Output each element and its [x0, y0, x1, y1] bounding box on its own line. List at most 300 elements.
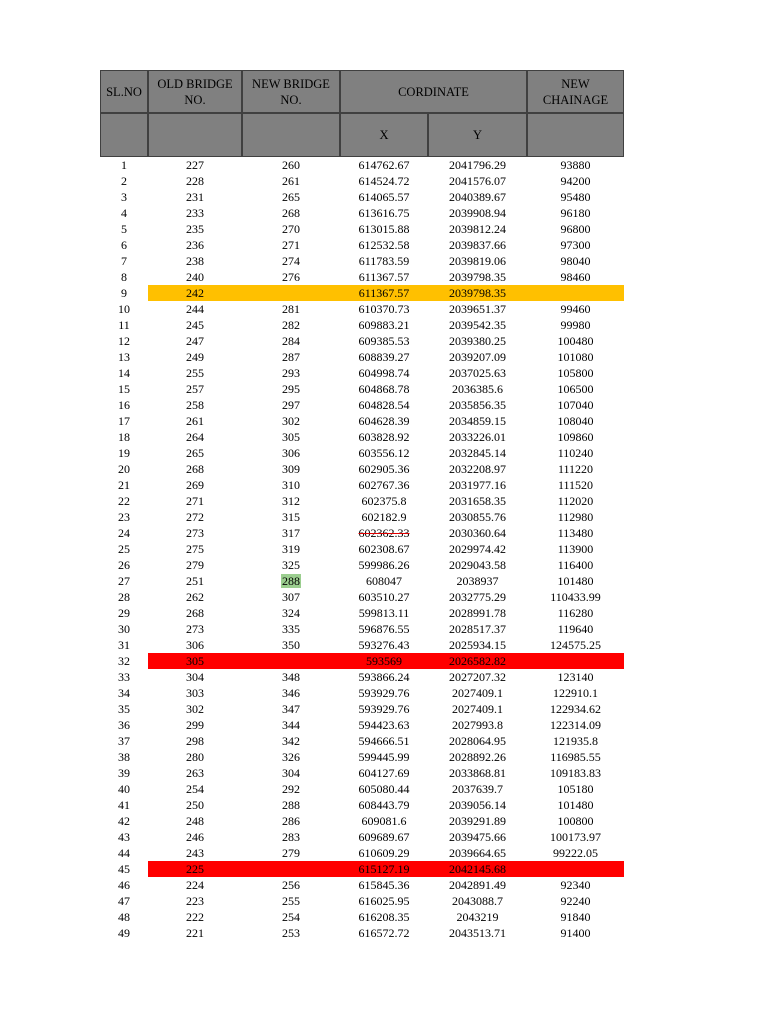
cell-sl-no[interactable]	[100, 525, 148, 541]
cell-new-chainage[interactable]	[527, 637, 624, 653]
cell-new-chainage[interactable]	[527, 509, 624, 525]
cell-new-chainage[interactable]	[527, 685, 624, 701]
cell-new-chainage[interactable]	[527, 653, 624, 669]
cell-x[interactable]	[340, 253, 428, 269]
cell-sl-no[interactable]	[100, 877, 148, 893]
cell-old-bridge-no[interactable]	[148, 797, 242, 813]
cell-new-chainage[interactable]	[527, 797, 624, 813]
cell-sl-no[interactable]	[100, 909, 148, 925]
cell-sl-no[interactable]	[100, 269, 148, 285]
cell-x[interactable]	[340, 429, 428, 445]
cell-new-chainage[interactable]	[527, 189, 624, 205]
cell-x[interactable]	[340, 349, 428, 365]
cell-old-bridge-no[interactable]	[148, 253, 242, 269]
cell-old-bridge-no[interactable]	[148, 669, 242, 685]
cell-new-chainage[interactable]	[527, 621, 624, 637]
cell-old-bridge-no[interactable]	[148, 461, 242, 477]
cell-new-chainage[interactable]	[527, 669, 624, 685]
cell-y[interactable]	[428, 157, 527, 173]
header-new-chainage[interactable]: NEW CHAINAGE	[527, 70, 624, 113]
cell-x[interactable]	[340, 829, 428, 845]
cell-new-chainage[interactable]	[527, 157, 624, 173]
cell-x[interactable]	[340, 493, 428, 509]
cell-new-bridge-no[interactable]	[242, 301, 340, 317]
cell-new-bridge-no[interactable]	[242, 237, 340, 253]
cell-new-bridge-no[interactable]	[242, 189, 340, 205]
cell-new-chainage[interactable]	[527, 477, 624, 493]
cell-new-bridge-no[interactable]	[242, 557, 340, 573]
cell-old-bridge-no[interactable]	[148, 509, 242, 525]
cell-new-chainage[interactable]	[527, 365, 624, 381]
cell-sl-no[interactable]	[100, 285, 148, 301]
cell-sl-no[interactable]	[100, 813, 148, 829]
cell-sl-no[interactable]	[100, 893, 148, 909]
cell-new-chainage[interactable]	[527, 221, 624, 237]
cell-new-chainage[interactable]	[527, 301, 624, 317]
cell-x[interactable]	[340, 637, 428, 653]
cell-new-bridge-no[interactable]	[242, 509, 340, 525]
cell-x[interactable]	[340, 509, 428, 525]
cell-old-bridge-no[interactable]	[148, 893, 242, 909]
cell-new-bridge-no[interactable]	[242, 221, 340, 237]
cell-old-bridge-no[interactable]	[148, 765, 242, 781]
cell-sl-no[interactable]	[100, 445, 148, 461]
cell-y[interactable]	[428, 765, 527, 781]
cell-old-bridge-no[interactable]	[148, 317, 242, 333]
cell-old-bridge-no[interactable]	[148, 173, 242, 189]
cell-sl-no[interactable]	[100, 669, 148, 685]
header-blank-cell[interactable]	[242, 113, 340, 157]
cell-old-bridge-no[interactable]	[148, 365, 242, 381]
cell-new-chainage[interactable]	[527, 829, 624, 845]
cell-new-chainage[interactable]	[527, 781, 624, 797]
cell-new-bridge-no[interactable]	[242, 333, 340, 349]
cell-old-bridge-no[interactable]	[148, 717, 242, 733]
cell-sl-no[interactable]	[100, 573, 148, 589]
cell-y[interactable]	[428, 557, 527, 573]
cell-y[interactable]	[428, 189, 527, 205]
cell-x[interactable]	[340, 717, 428, 733]
cell-y[interactable]	[428, 749, 527, 765]
cell-x[interactable]	[340, 269, 428, 285]
cell-sl-no[interactable]	[100, 221, 148, 237]
cell-y[interactable]	[428, 909, 527, 925]
cell-new-chainage[interactable]	[527, 893, 624, 909]
cell-y[interactable]	[428, 621, 527, 637]
cell-new-chainage[interactable]	[527, 445, 624, 461]
cell-new-bridge-no[interactable]	[242, 893, 340, 909]
cell-y[interactable]	[428, 317, 527, 333]
cell-x[interactable]	[340, 589, 428, 605]
cell-new-chainage[interactable]	[527, 589, 624, 605]
cell-x[interactable]	[340, 173, 428, 189]
cell-new-chainage[interactable]	[527, 605, 624, 621]
cell-new-bridge-no[interactable]	[242, 541, 340, 557]
cell-new-bridge-no[interactable]	[242, 397, 340, 413]
cell-y[interactable]	[428, 173, 527, 189]
cell-y[interactable]	[428, 301, 527, 317]
cell-y[interactable]	[428, 877, 527, 893]
cell-new-chainage[interactable]	[527, 205, 624, 221]
cell-old-bridge-no[interactable]	[148, 877, 242, 893]
cell-old-bridge-no[interactable]	[148, 285, 242, 301]
cell-y[interactable]	[428, 429, 527, 445]
cell-y[interactable]	[428, 333, 527, 349]
cell-old-bridge-no[interactable]	[148, 637, 242, 653]
cell-sl-no[interactable]	[100, 333, 148, 349]
cell-x[interactable]	[340, 573, 428, 589]
cell-old-bridge-no[interactable]	[148, 813, 242, 829]
cell-sl-no[interactable]	[100, 717, 148, 733]
cell-new-chainage[interactable]	[527, 813, 624, 829]
cell-sl-no[interactable]	[100, 861, 148, 877]
cell-sl-no[interactable]	[100, 701, 148, 717]
cell-new-chainage[interactable]	[527, 557, 624, 573]
cell-x[interactable]	[340, 765, 428, 781]
cell-y[interactable]	[428, 861, 527, 877]
cell-sl-no[interactable]	[100, 781, 148, 797]
cell-x[interactable]	[340, 381, 428, 397]
cell-y[interactable]	[428, 925, 527, 941]
cell-x[interactable]	[340, 781, 428, 797]
cell-y[interactable]	[428, 685, 527, 701]
cell-new-chainage[interactable]	[527, 317, 624, 333]
cell-x[interactable]	[340, 525, 428, 541]
cell-sl-no[interactable]	[100, 621, 148, 637]
cell-sl-no[interactable]	[100, 493, 148, 509]
cell-new-bridge-no[interactable]	[242, 413, 340, 429]
cell-new-bridge-no[interactable]	[242, 269, 340, 285]
cell-old-bridge-no[interactable]	[148, 189, 242, 205]
cell-sl-no[interactable]	[100, 173, 148, 189]
cell-new-chainage[interactable]	[527, 845, 624, 861]
header-x[interactable]: X	[340, 113, 428, 157]
cell-new-bridge-no[interactable]	[242, 605, 340, 621]
cell-new-chainage[interactable]	[527, 237, 624, 253]
cell-new-bridge-no[interactable]	[242, 733, 340, 749]
cell-old-bridge-no[interactable]	[148, 541, 242, 557]
cell-x[interactable]	[340, 749, 428, 765]
cell-new-chainage[interactable]	[527, 397, 624, 413]
cell-new-bridge-no[interactable]	[242, 317, 340, 333]
cell-new-bridge-no[interactable]	[242, 493, 340, 509]
cell-new-bridge-no[interactable]	[242, 285, 340, 301]
cell-x[interactable]	[340, 621, 428, 637]
cell-sl-no[interactable]	[100, 765, 148, 781]
cell-x[interactable]	[340, 845, 428, 861]
cell-new-bridge-no[interactable]	[242, 669, 340, 685]
cell-y[interactable]	[428, 397, 527, 413]
cell-new-bridge-no[interactable]	[242, 861, 340, 877]
cell-sl-no[interactable]	[100, 413, 148, 429]
cell-new-bridge-no[interactable]	[242, 477, 340, 493]
cell-new-chainage[interactable]	[527, 861, 624, 877]
cell-x[interactable]	[340, 701, 428, 717]
header-blank-cell[interactable]	[100, 113, 148, 157]
cell-new-bridge-no[interactable]	[242, 685, 340, 701]
cell-old-bridge-no[interactable]	[148, 301, 242, 317]
cell-old-bridge-no[interactable]	[148, 333, 242, 349]
cell-old-bridge-no[interactable]	[148, 445, 242, 461]
cell-old-bridge-no[interactable]	[148, 429, 242, 445]
cell-sl-no[interactable]	[100, 477, 148, 493]
cell-y[interactable]	[428, 637, 527, 653]
cell-new-bridge-no[interactable]	[242, 525, 340, 541]
cell-new-chainage[interactable]	[527, 541, 624, 557]
cell-x[interactable]	[340, 541, 428, 557]
cell-old-bridge-no[interactable]	[148, 525, 242, 541]
cell-sl-no[interactable]	[100, 637, 148, 653]
cell-sl-no[interactable]	[100, 253, 148, 269]
header-old-bridge-no[interactable]: OLD BRIDGE NO.	[148, 70, 242, 113]
cell-new-chainage[interactable]	[527, 349, 624, 365]
cell-sl-no[interactable]	[100, 829, 148, 845]
cell-old-bridge-no[interactable]	[148, 829, 242, 845]
cell-new-bridge-no[interactable]	[242, 717, 340, 733]
cell-x[interactable]	[340, 333, 428, 349]
cell-x[interactable]	[340, 685, 428, 701]
cell-new-chainage[interactable]	[527, 765, 624, 781]
cell-old-bridge-no[interactable]	[148, 349, 242, 365]
header-cordinate[interactable]: CORDINATE	[340, 70, 527, 113]
cell-new-bridge-no[interactable]	[242, 813, 340, 829]
cell-new-chainage[interactable]	[527, 525, 624, 541]
cell-x[interactable]	[340, 813, 428, 829]
cell-y[interactable]	[428, 701, 527, 717]
cell-new-chainage[interactable]	[527, 253, 624, 269]
cell-sl-no[interactable]	[100, 845, 148, 861]
cell-new-bridge-no[interactable]	[242, 157, 340, 173]
cell-x[interactable]	[340, 877, 428, 893]
cell-new-bridge-no[interactable]	[242, 765, 340, 781]
cell-sl-no[interactable]	[100, 429, 148, 445]
cell-sl-no[interactable]	[100, 733, 148, 749]
cell-x[interactable]	[340, 909, 428, 925]
cell-x[interactable]	[340, 317, 428, 333]
cell-old-bridge-no[interactable]	[148, 573, 242, 589]
header-y[interactable]: Y	[428, 113, 527, 157]
cell-y[interactable]	[428, 829, 527, 845]
header-new-bridge-no[interactable]: NEW BRIDGE NO.	[242, 70, 340, 113]
cell-new-chainage[interactable]	[527, 573, 624, 589]
cell-x[interactable]	[340, 861, 428, 877]
cell-y[interactable]	[428, 381, 527, 397]
cell-y[interactable]	[428, 605, 527, 621]
cell-new-bridge-no[interactable]	[242, 205, 340, 221]
cell-y[interactable]	[428, 813, 527, 829]
cell-sl-no[interactable]	[100, 685, 148, 701]
cell-sl-no[interactable]	[100, 157, 148, 173]
cell-new-bridge-no[interactable]	[242, 573, 340, 589]
cell-new-chainage[interactable]	[527, 461, 624, 477]
cell-x[interactable]	[340, 925, 428, 941]
cell-sl-no[interactable]	[100, 557, 148, 573]
cell-new-chainage[interactable]	[527, 173, 624, 189]
cell-old-bridge-no[interactable]	[148, 685, 242, 701]
cell-new-chainage[interactable]	[527, 925, 624, 941]
cell-old-bridge-no[interactable]	[148, 781, 242, 797]
cell-old-bridge-no[interactable]	[148, 845, 242, 861]
cell-new-bridge-no[interactable]	[242, 349, 340, 365]
cell-y[interactable]	[428, 253, 527, 269]
cell-new-chainage[interactable]	[527, 733, 624, 749]
cell-sl-no[interactable]	[100, 797, 148, 813]
cell-y[interactable]	[428, 893, 527, 909]
cell-new-chainage[interactable]	[527, 877, 624, 893]
cell-new-bridge-no[interactable]	[242, 797, 340, 813]
cell-old-bridge-no[interactable]	[148, 621, 242, 637]
cell-y[interactable]	[428, 781, 527, 797]
cell-new-chainage[interactable]	[527, 749, 624, 765]
cell-new-bridge-no[interactable]	[242, 781, 340, 797]
cell-x[interactable]	[340, 301, 428, 317]
cell-x[interactable]	[340, 413, 428, 429]
cell-new-bridge-no[interactable]	[242, 429, 340, 445]
cell-x[interactable]	[340, 605, 428, 621]
cell-x[interactable]	[340, 237, 428, 253]
cell-sl-no[interactable]	[100, 925, 148, 941]
cell-y[interactable]	[428, 349, 527, 365]
cell-new-bridge-no[interactable]	[242, 653, 340, 669]
cell-sl-no[interactable]	[100, 653, 148, 669]
cell-new-chainage[interactable]	[527, 493, 624, 509]
cell-new-bridge-no[interactable]	[242, 461, 340, 477]
cell-sl-no[interactable]	[100, 397, 148, 413]
cell-old-bridge-no[interactable]	[148, 381, 242, 397]
cell-y[interactable]	[428, 525, 527, 541]
cell-sl-no[interactable]	[100, 205, 148, 221]
cell-x[interactable]	[340, 733, 428, 749]
cell-y[interactable]	[428, 573, 527, 589]
header-sl-no[interactable]: SL.NO	[100, 70, 148, 113]
cell-old-bridge-no[interactable]	[148, 413, 242, 429]
cell-new-bridge-no[interactable]	[242, 445, 340, 461]
cell-sl-no[interactable]	[100, 541, 148, 557]
cell-new-chainage[interactable]	[527, 269, 624, 285]
cell-y[interactable]	[428, 205, 527, 221]
cell-sl-no[interactable]	[100, 349, 148, 365]
cell-sl-no[interactable]	[100, 317, 148, 333]
cell-y[interactable]	[428, 445, 527, 461]
cell-x[interactable]	[340, 461, 428, 477]
cell-sl-no[interactable]	[100, 589, 148, 605]
cell-x[interactable]	[340, 365, 428, 381]
cell-new-bridge-no[interactable]	[242, 253, 340, 269]
cell-new-chainage[interactable]	[527, 429, 624, 445]
cell-new-bridge-no[interactable]	[242, 637, 340, 653]
cell-x[interactable]	[340, 477, 428, 493]
cell-old-bridge-no[interactable]	[148, 701, 242, 717]
cell-x[interactable]	[340, 445, 428, 461]
cell-y[interactable]	[428, 733, 527, 749]
cell-y[interactable]	[428, 845, 527, 861]
cell-new-bridge-no[interactable]	[242, 701, 340, 717]
cell-x[interactable]	[340, 285, 428, 301]
cell-x[interactable]	[340, 797, 428, 813]
cell-new-bridge-no[interactable]	[242, 365, 340, 381]
cell-y[interactable]	[428, 653, 527, 669]
cell-y[interactable]	[428, 365, 527, 381]
cell-new-chainage[interactable]	[527, 717, 624, 733]
cell-old-bridge-no[interactable]	[148, 269, 242, 285]
cell-x[interactable]	[340, 157, 428, 173]
cell-y[interactable]	[428, 717, 527, 733]
cell-new-chainage[interactable]	[527, 413, 624, 429]
cell-sl-no[interactable]	[100, 301, 148, 317]
cell-old-bridge-no[interactable]	[148, 157, 242, 173]
cell-new-bridge-no[interactable]	[242, 925, 340, 941]
cell-old-bridge-no[interactable]	[148, 237, 242, 253]
cell-y[interactable]	[428, 669, 527, 685]
cell-new-bridge-no[interactable]	[242, 173, 340, 189]
cell-new-chainage[interactable]	[527, 909, 624, 925]
cell-new-bridge-no[interactable]	[242, 749, 340, 765]
cell-new-bridge-no[interactable]	[242, 829, 340, 845]
cell-old-bridge-no[interactable]	[148, 733, 242, 749]
cell-x[interactable]	[340, 557, 428, 573]
cell-x[interactable]	[340, 221, 428, 237]
cell-old-bridge-no[interactable]	[148, 925, 242, 941]
cell-sl-no[interactable]	[100, 381, 148, 397]
header-blank-cell[interactable]	[148, 113, 242, 157]
cell-old-bridge-no[interactable]	[148, 653, 242, 669]
cell-sl-no[interactable]	[100, 237, 148, 253]
cell-old-bridge-no[interactable]	[148, 605, 242, 621]
cell-y[interactable]	[428, 237, 527, 253]
cell-old-bridge-no[interactable]	[148, 221, 242, 237]
cell-sl-no[interactable]	[100, 509, 148, 525]
cell-old-bridge-no[interactable]	[148, 749, 242, 765]
cell-x[interactable]	[340, 669, 428, 685]
cell-x[interactable]	[340, 397, 428, 413]
cell-x[interactable]	[340, 653, 428, 669]
cell-new-chainage[interactable]	[527, 333, 624, 349]
cell-new-bridge-no[interactable]	[242, 381, 340, 397]
cell-sl-no[interactable]	[100, 749, 148, 765]
header-blank-cell[interactable]	[527, 113, 624, 157]
cell-y[interactable]	[428, 541, 527, 557]
cell-old-bridge-no[interactable]	[148, 909, 242, 925]
cell-sl-no[interactable]	[100, 605, 148, 621]
cell-new-chainage[interactable]	[527, 285, 624, 301]
cell-new-bridge-no[interactable]	[242, 909, 340, 925]
cell-new-bridge-no[interactable]	[242, 621, 340, 637]
cell-x[interactable]	[340, 189, 428, 205]
cell-x[interactable]	[340, 205, 428, 221]
cell-new-chainage[interactable]	[527, 701, 624, 717]
cell-y[interactable]	[428, 221, 527, 237]
cell-new-chainage[interactable]	[527, 381, 624, 397]
cell-y[interactable]	[428, 589, 527, 605]
cell-x[interactable]	[340, 893, 428, 909]
cell-old-bridge-no[interactable]	[148, 397, 242, 413]
cell-old-bridge-no[interactable]	[148, 477, 242, 493]
cell-sl-no[interactable]	[100, 189, 148, 205]
cell-old-bridge-no[interactable]	[148, 493, 242, 509]
cell-sl-no[interactable]	[100, 365, 148, 381]
cell-y[interactable]	[428, 477, 527, 493]
cell-old-bridge-no[interactable]	[148, 861, 242, 877]
cell-y[interactable]	[428, 461, 527, 477]
cell-old-bridge-no[interactable]	[148, 589, 242, 605]
cell-y[interactable]	[428, 269, 527, 285]
cell-old-bridge-no[interactable]	[148, 557, 242, 573]
cell-old-bridge-no[interactable]	[148, 205, 242, 221]
cell-y[interactable]	[428, 797, 527, 813]
cell-y[interactable]	[428, 509, 527, 525]
cell-new-bridge-no[interactable]	[242, 845, 340, 861]
cell-sl-no[interactable]	[100, 461, 148, 477]
